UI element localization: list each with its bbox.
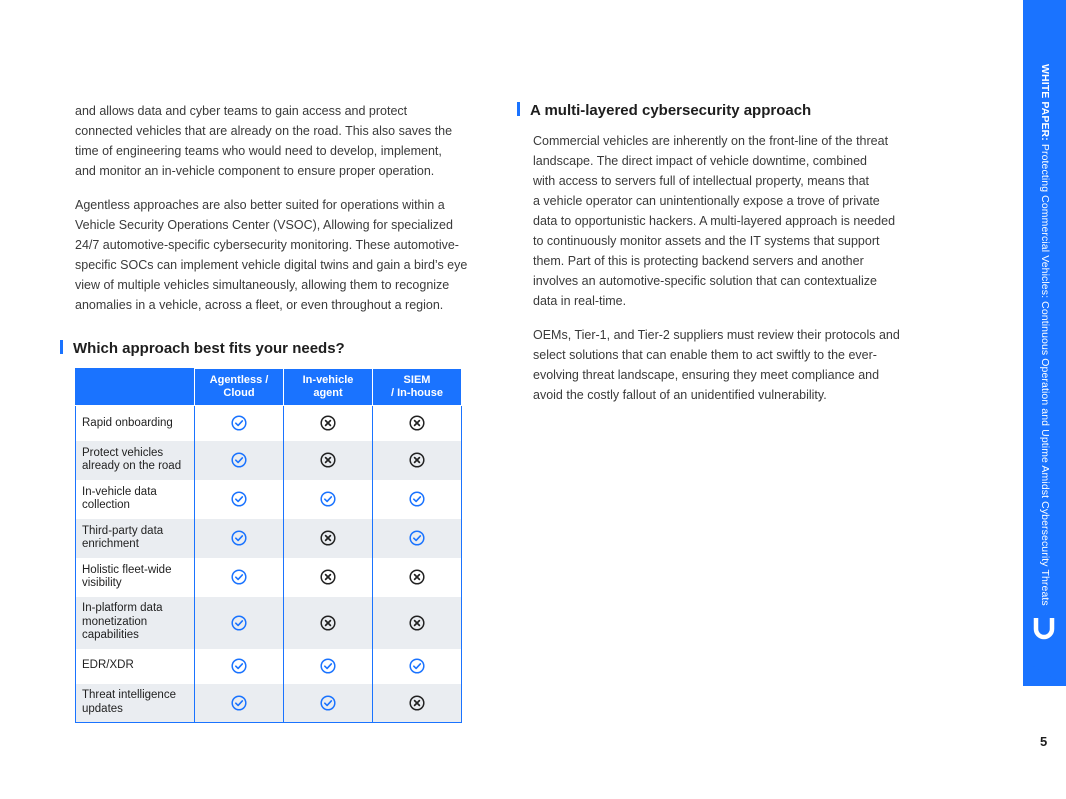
check-circle-icon	[373, 480, 462, 519]
side-banner-title: WHITE PAPER: Protecting Commercial Vehicles: Continuous Operation and Uptime Amidst Cybersecurity Threats	[1039, 64, 1051, 606]
check-circle-icon	[195, 406, 284, 441]
check-circle-icon	[409, 658, 425, 674]
table-row	[76, 441, 462, 480]
cross-circle-icon	[373, 597, 462, 649]
left-intro-paragraph: and allows data and cyber teams to gain access and protect connected vehicles that are already on the road. This also saves the time of engineering teams who would need to develop, implement, and monitor an in-vehicle component to ensure proper operation.	[75, 104, 453, 178]
row-label: Protect vehicles already on the road	[76, 441, 195, 480]
column-header-in-vehicle: In-vehicle agent	[284, 369, 373, 406]
cross-circle-icon	[284, 519, 373, 558]
page-number: 5	[1040, 734, 1048, 749]
cross-circle-icon	[373, 684, 462, 723]
check-circle-icon	[231, 658, 247, 674]
cross-circle-icon	[373, 558, 462, 597]
check-circle-icon	[373, 649, 462, 684]
row-label: Holistic fleet-wide visibility	[76, 558, 195, 597]
table-row	[76, 519, 462, 558]
check-circle-icon	[231, 569, 247, 585]
table-row	[76, 684, 462, 723]
cross-circle-icon	[284, 597, 373, 649]
cross-circle-icon	[320, 452, 336, 468]
row-label: Threat intelligence updates	[76, 684, 195, 723]
table-header-row	[76, 369, 462, 406]
cross-circle-icon	[373, 406, 462, 441]
cross-circle-icon	[284, 558, 373, 597]
cross-circle-icon	[284, 441, 373, 480]
check-circle-icon	[231, 415, 247, 431]
cross-circle-icon	[373, 441, 462, 480]
comparison-table	[75, 368, 462, 723]
cross-circle-icon	[409, 452, 425, 468]
u-logo-icon	[1031, 614, 1057, 642]
cross-circle-icon	[284, 406, 373, 441]
check-circle-icon	[231, 452, 247, 468]
row-label: Rapid onboarding	[76, 406, 195, 441]
row-label: EDR/XDR	[76, 649, 195, 684]
check-circle-icon	[195, 597, 284, 649]
heading-accent-bar	[517, 102, 520, 116]
table-row	[76, 649, 462, 684]
check-circle-icon	[320, 695, 336, 711]
right-heading: A multi-layered cybersecurity approach	[517, 102, 811, 119]
row-label: In-vehicle data collection	[76, 480, 195, 519]
check-circle-icon	[195, 684, 284, 723]
check-circle-icon	[231, 491, 247, 507]
column-header-siem: SIEM / In-house	[373, 369, 462, 406]
cross-circle-icon	[320, 415, 336, 431]
right-second-paragraph: OEMs, Tier-1, and Tier-2 suppliers must review their protocols and select solutions that can enable them to act swiftly to the ever- evolving threat landscape, ensuring they meet compliance and avoid the costly fallout of an unidentified vulnerability.	[533, 328, 900, 402]
table-heading: Which approach best fits your needs?	[60, 340, 345, 357]
check-circle-icon	[409, 491, 425, 507]
header-corner	[76, 369, 195, 406]
right-first-paragraph: Commercial vehicles are inherently on the front-line of the threat landscape. The direct impact of vehicle downtime, combined with access to servers full of intellectual property, means that a vehicle operator can unintentionally expose a trove of private data to opportunistic hackers. A multi-layered approach is needed to continuously monitor assets and the IT systems that support them. Part of this is protecting backend servers and another involves an automotive-specific solution that can contextualize data in real-time.	[533, 134, 896, 308]
check-circle-icon	[284, 684, 373, 723]
table-row	[76, 558, 462, 597]
cross-circle-icon	[409, 695, 425, 711]
heading-accent-bar	[60, 340, 63, 354]
check-circle-icon	[231, 695, 247, 711]
cross-circle-icon	[320, 569, 336, 585]
row-label: Third-party data enrichment	[76, 519, 195, 558]
table-row	[76, 480, 462, 519]
column-header-agentless: Agentless / Cloud	[195, 369, 284, 406]
check-circle-icon	[409, 530, 425, 546]
table-row	[76, 406, 462, 441]
check-circle-icon	[320, 658, 336, 674]
left-second-paragraph: Agentless approaches are also better suited for operations within a Vehicle Security Operations Center (VSOC), Allowing for specialized 24/7 automotive-specific cybersecurity monitoring. These automotive- specific SOCs can implement vehicle digital twins and gain a bird’s eye view of multiple vehicles simultaneously, allowing them to recognize anomalies in a vehicle, across a fleet, or even throughout a region.	[75, 198, 468, 312]
check-circle-icon	[195, 441, 284, 480]
cross-circle-icon	[320, 615, 336, 631]
check-circle-icon	[373, 519, 462, 558]
check-circle-icon	[320, 491, 336, 507]
check-circle-icon	[195, 558, 284, 597]
cross-circle-icon	[409, 569, 425, 585]
cross-circle-icon	[409, 415, 425, 431]
side-banner-tip	[1023, 660, 1066, 686]
check-circle-icon	[195, 649, 284, 684]
row-label: In-platform data monetization capabilities	[76, 597, 195, 649]
check-circle-icon	[231, 530, 247, 546]
check-circle-icon	[284, 649, 373, 684]
table-row	[76, 597, 462, 649]
cross-circle-icon	[409, 615, 425, 631]
cross-circle-icon	[320, 530, 336, 546]
check-circle-icon	[195, 519, 284, 558]
check-circle-icon	[231, 615, 247, 631]
check-circle-icon	[284, 480, 373, 519]
check-circle-icon	[195, 480, 284, 519]
